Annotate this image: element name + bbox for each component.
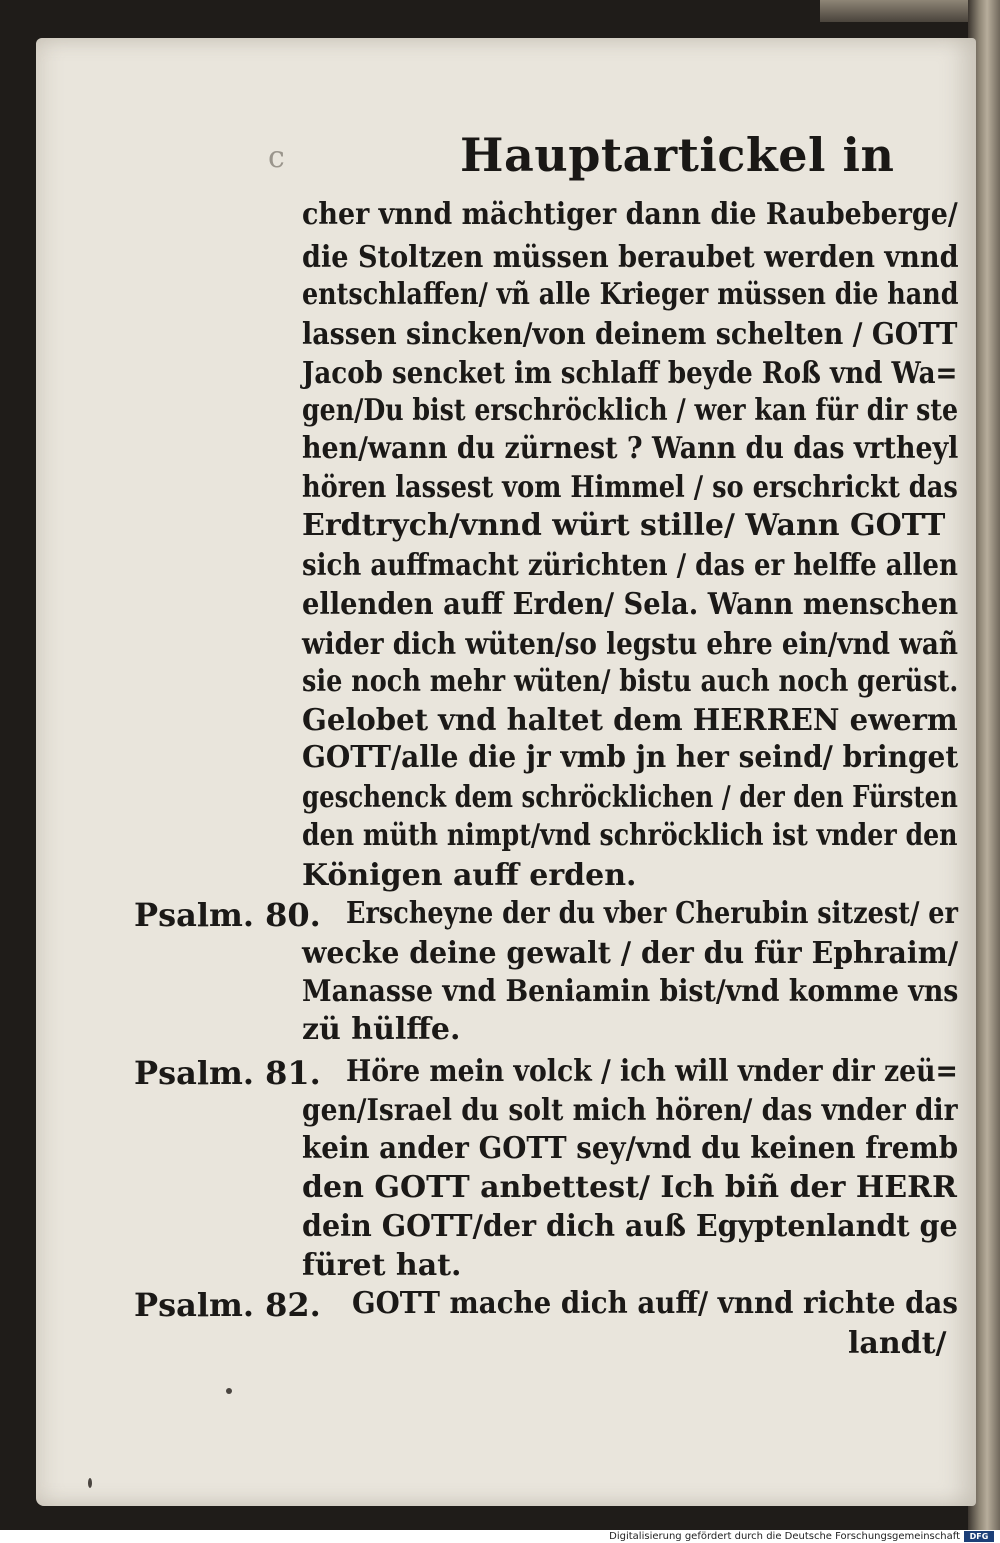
text-line: Erdtrych/vnnd würt stille/ Wann GOTT (302, 508, 946, 543)
text-line: kein ander GOTT sey/vnd du keinen fremb (302, 1131, 959, 1166)
text-line: gen/Du bist erschröcklich / wer kan für dir ste (302, 393, 959, 428)
footer-credit: Digitalisierung gefördert durch die Deutsche Forschungsgemeinschaft (609, 1531, 960, 1542)
text-line: GOTT/alle die jr vmb jn her seind/ bringet (302, 740, 959, 775)
text-line: Erscheyne der du vber Cherubin sitzest/ er (346, 896, 958, 931)
text-line: Jacob sencket im schlaff beyde Roß vnd Wa= (302, 356, 958, 391)
ink-speck (226, 1388, 232, 1394)
footer-bar (0, 1530, 1000, 1543)
text-line: sich auffmacht zürichten / das er helffe allen (302, 548, 958, 583)
text-line: Höre mein volck / ich will vnder dir zeü= (346, 1054, 958, 1089)
margin-psalm-ref: Psalm. 81. (134, 1054, 321, 1092)
text-line: den GOTT anbettest/ Ich biñ der HERR (302, 1170, 957, 1205)
text-line: GOTT mache dich auff/ vnnd richte das (352, 1286, 958, 1321)
text-line: die Stoltzen müssen beraubet werden vnnd (302, 240, 959, 275)
running-head: Hauptartickel in (460, 128, 895, 182)
text-line: Manasse vnd Beniamin bist/vnd komme vns (302, 974, 959, 1009)
text-line: Gelobet vnd haltet dem HERREN ewerm (302, 703, 958, 738)
text-line: landt/ (848, 1326, 947, 1361)
margin-psalm-ref: Psalm. 82. (134, 1286, 321, 1324)
text-line: zü hülffe. (302, 1012, 461, 1047)
text-line: sie noch mehr wüten/ bistu auch noch gerüst. (302, 664, 959, 699)
text-line: gen/Israel du solt mich hören/ das vnder dir (302, 1093, 958, 1128)
dfg-logo: DFG (964, 1531, 994, 1542)
text-line: wider dich wüten/so legstu ehre ein/vnd wañ (302, 627, 958, 662)
ink-speck (88, 1478, 92, 1488)
text-line: geschenck dem schröcklichen / der den Fürsten (302, 780, 958, 815)
text-line: ellenden auff Erden/ Sela. Wann menschen (302, 587, 959, 622)
text-line: lassen sincken/von deinem schelten / GOTT (302, 317, 958, 352)
text-line: cher vnnd mächtiger dann die Raubeberge/ (302, 197, 958, 232)
text-line: dein GOTT/der dich auß Egyptenlandt ge (302, 1209, 958, 1244)
text-line: hen/wann du zürnest ? Wann du das vrtheyl (302, 431, 959, 466)
text-line: entschlaffen/ vñ alle Krieger müssen die hand (302, 277, 959, 312)
margin-psalm-ref: Psalm. 80. (134, 896, 321, 934)
faint-page-mark: c (268, 140, 285, 175)
text-line: hören lassest vom Himmel / so erschrickt das (302, 470, 958, 505)
text-line: füret hat. (302, 1248, 462, 1283)
text-line: Königen auff erden. (302, 858, 637, 893)
text-line: den müth nimpt/vnd schröcklich ist vnder den (302, 818, 958, 853)
text-line: wecke deine gewalt / der du für Ephraim/ (302, 936, 959, 971)
